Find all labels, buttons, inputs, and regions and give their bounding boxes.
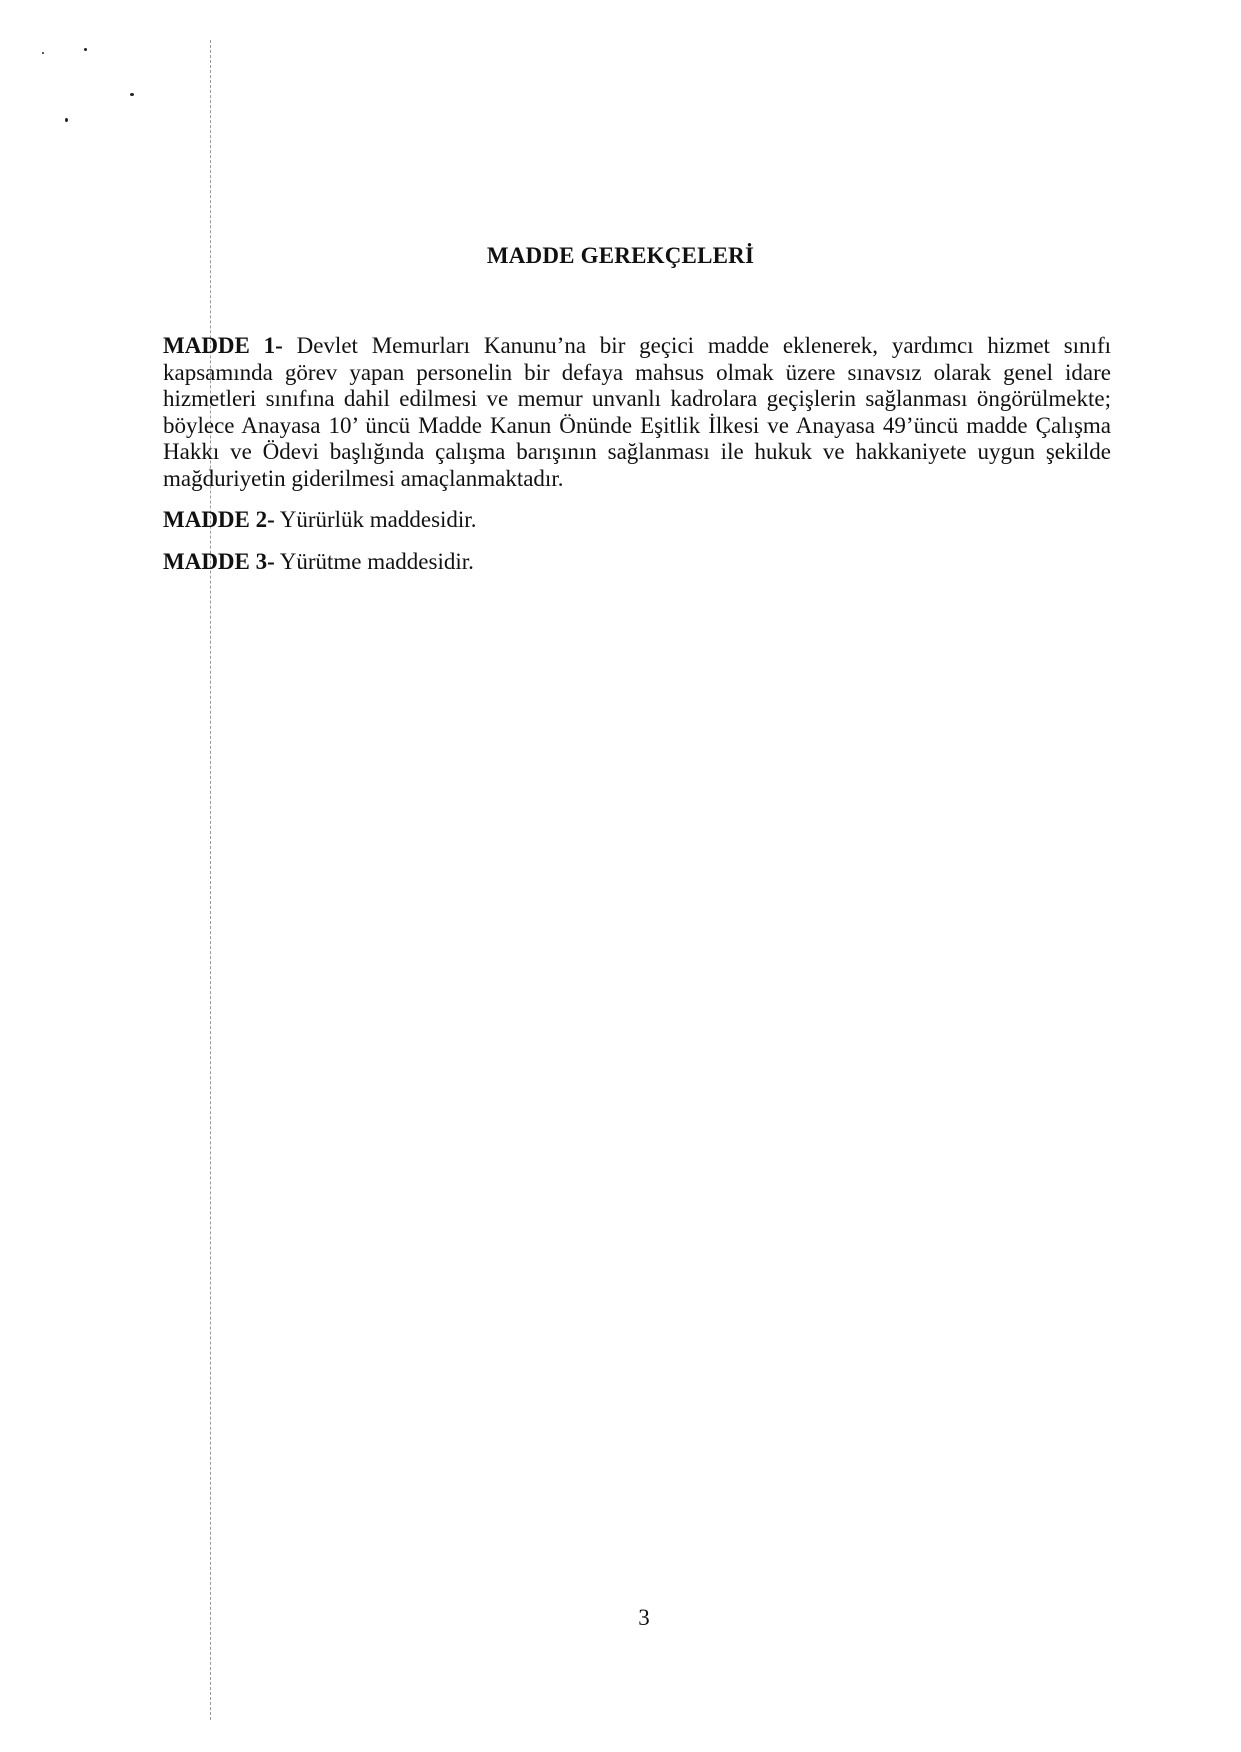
article-text: Yürürlük maddesidir. <box>279 507 477 532</box>
scan-speck <box>130 93 134 96</box>
article-label: MADDE 1- <box>163 333 283 358</box>
document-body <box>163 333 1111 590</box>
scan-speck <box>84 48 87 51</box>
article-3 <box>163 549 1111 576</box>
document-title: MADDE GEREKÇELERİ <box>486 243 755 268</box>
scan-speck <box>42 52 44 54</box>
article-2 <box>163 507 1111 534</box>
scan-speck <box>65 118 68 122</box>
article-label: MADDE 2- <box>163 507 275 532</box>
article-1 <box>163 333 1111 492</box>
page-number: 3 <box>638 1605 650 1630</box>
article-text: Yürütme maddesidir. <box>279 548 474 574</box>
scan-artifact-line <box>210 40 211 1720</box>
article-text: Devlet Memurları Kanunu’na bir geçici madde eklenerek, yardımcı hizmet sınıfı kapsamında görev yapan personelin bir defaya mahsus olmak üzere sınavsız olarak genel idare hizmetleri sınıfına dahil edilmesi ve memur unvanlı kadrolara geçişlerin sağlanması öngörülmekte; böylece Anayasa 10’ üncü Madde Kanun Önünde Eşitlik İlkesi ve Anayasa 49’üncü madde Çalışma Hakkı ve Ödevi başlığında çalışma barışının sağlanması ile hukuk ve hakkaniyete uygun şekilde mağduriyetin giderilmesi amaçlanmaktadır. <box>163 333 1111 491</box>
article-label: MADDE 3- <box>163 548 275 574</box>
